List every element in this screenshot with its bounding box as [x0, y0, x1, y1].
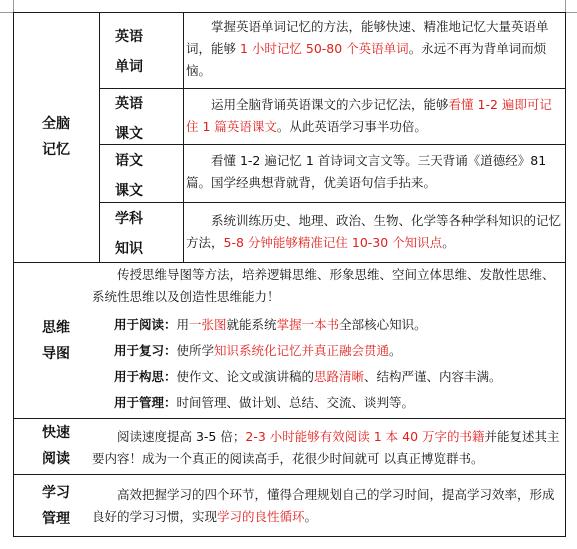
subcategory-line: 语文 [115, 153, 143, 169]
text-segment: 看懂 1-2 遍记忆 1 首诗词文言文等。三天背诵《道德经》81 篇。国学经典想背就背，优美语句信手拈来。 [186, 153, 547, 190]
category-line: 阅读 [42, 451, 70, 467]
text-segment: 并能复述其主要内容！成为一个真正的阅读高手，花很少时间就可 以真正博览群书。 [92, 429, 560, 466]
label-text: 用于构思： [114, 369, 177, 384]
category-mindmap [13, 315, 99, 367]
mindmap-use-management [114, 391, 564, 415]
label-text: 用于管理： [114, 395, 177, 410]
description-english-texts [186, 94, 562, 138]
subcategory-line: 课文 [115, 183, 143, 199]
subcategory-english-texts [112, 89, 146, 149]
highlight-text: 1 小时记忆 50-80 个英语单词 [239, 41, 409, 56]
text-segment: 掌握英语单词记忆的方法，能够快速、精准地记忆大量英语单词，能够 [186, 19, 549, 56]
speed-reading-description [92, 426, 562, 470]
subcategory-english-words [112, 22, 146, 82]
category-line: 学习 [42, 485, 70, 501]
text-segment: 运用全脑背诵英语课文的六步记忆法，能够 [211, 97, 449, 112]
text-segment: 高效把握学习的四个环节，懂得合理规划自己的学习时间，提高学习效率，形成良好的学习习惯，实现 [92, 487, 555, 524]
category-line: 快速 [42, 425, 70, 441]
column-divider [183, 12, 184, 263]
category-line: 管理 [42, 511, 70, 527]
text-segment: 就能系统 [226, 317, 277, 332]
highlight-text: 思路清晰 [314, 369, 365, 384]
crop-mark-top-right [565, 12, 577, 13]
row-divider [99, 144, 566, 145]
study-management-description [92, 484, 562, 528]
mindmap-intro: 传授思维导图等方法，培养逻辑思维、形象思维、空间立体思维、发散性思维、系统性思维以及创造性思维能力！ [92, 267, 555, 304]
text-segment: 时间管理、做计划、总结、交流、谈判等。 [176, 395, 415, 410]
mindmap-use-planning [114, 365, 564, 389]
label-text: 用于阅读： [114, 317, 177, 332]
description-chinese-texts [186, 150, 562, 194]
category-memory [13, 111, 99, 163]
highlight-text: 一张图 [189, 317, 227, 332]
category-speed-reading [13, 420, 99, 472]
row-divider [99, 202, 566, 203]
subcategory-line: 英语 [115, 29, 143, 45]
subcategory-line: 知识 [115, 241, 143, 257]
crop-mark-top-left [0, 12, 14, 13]
category-study-management [13, 480, 99, 532]
text-segment: 。永远不再为背单词而烦恼。 [186, 41, 547, 78]
column-divider [99, 12, 100, 263]
text-segment: 。 [304, 509, 318, 524]
table-border-right [565, 12, 566, 537]
description-subject-knowledge [186, 210, 562, 254]
table-border-bottom [13, 536, 566, 537]
highlight-text: 看懂 1-2 遍即可记住 1 篇英语课文 [186, 97, 552, 134]
highlight-text: 学习的良性循环 [217, 509, 305, 524]
text-segment: 。 [442, 235, 455, 250]
highlight-text: 2-3 小时能够有效阅读 1 本 40 万字的书籍 [245, 429, 485, 444]
mindmap-use-reading [114, 313, 564, 337]
category-line: 全脑 [42, 116, 70, 132]
highlight-text: 知识系统化记忆并真正融会贯通 [214, 343, 390, 358]
text-segment: 用 [176, 317, 190, 332]
subcategory-chinese-texts [112, 146, 146, 206]
section-divider [13, 474, 566, 475]
label-text: 用于复习： [114, 343, 177, 358]
subcategory-line: 课文 [115, 126, 143, 142]
row-divider [99, 88, 566, 89]
text-segment: 、结构严谨、内容丰满。 [364, 369, 502, 384]
section-divider [13, 418, 566, 419]
category-line: 记忆 [42, 142, 70, 158]
text-segment: 使所学 [176, 343, 215, 358]
text-segment: 使作文、论文或演讲稿的 [176, 369, 315, 384]
table-border-top [13, 12, 566, 13]
highlight-text: 5-8 分钟能够精准记住 10-30 个知识点 [223, 235, 443, 250]
subcategory-line: 英语 [115, 96, 143, 112]
category-line: 思维 [42, 320, 70, 336]
subcategory-subject-knowledge [112, 204, 146, 264]
mindmap-use-review [114, 339, 564, 363]
text-segment: 系统训练历史、地理、政治、生物、化学等各种学科知识的记忆方法， [186, 213, 562, 250]
section-divider [13, 262, 566, 263]
category-line: 导图 [42, 346, 70, 362]
subcategory-line: 学科 [115, 211, 143, 227]
highlight-text: 掌握一本书 [276, 317, 340, 332]
text-segment: 。 [389, 343, 402, 358]
description-english-words [186, 16, 562, 82]
text-segment: 阅读速度提高 3-5 倍； [117, 429, 246, 444]
subcategory-line: 单词 [115, 59, 143, 75]
text-segment: 全部核心知识。 [339, 317, 427, 332]
text-segment: 。从此英语学习事半功倍。 [276, 119, 427, 134]
